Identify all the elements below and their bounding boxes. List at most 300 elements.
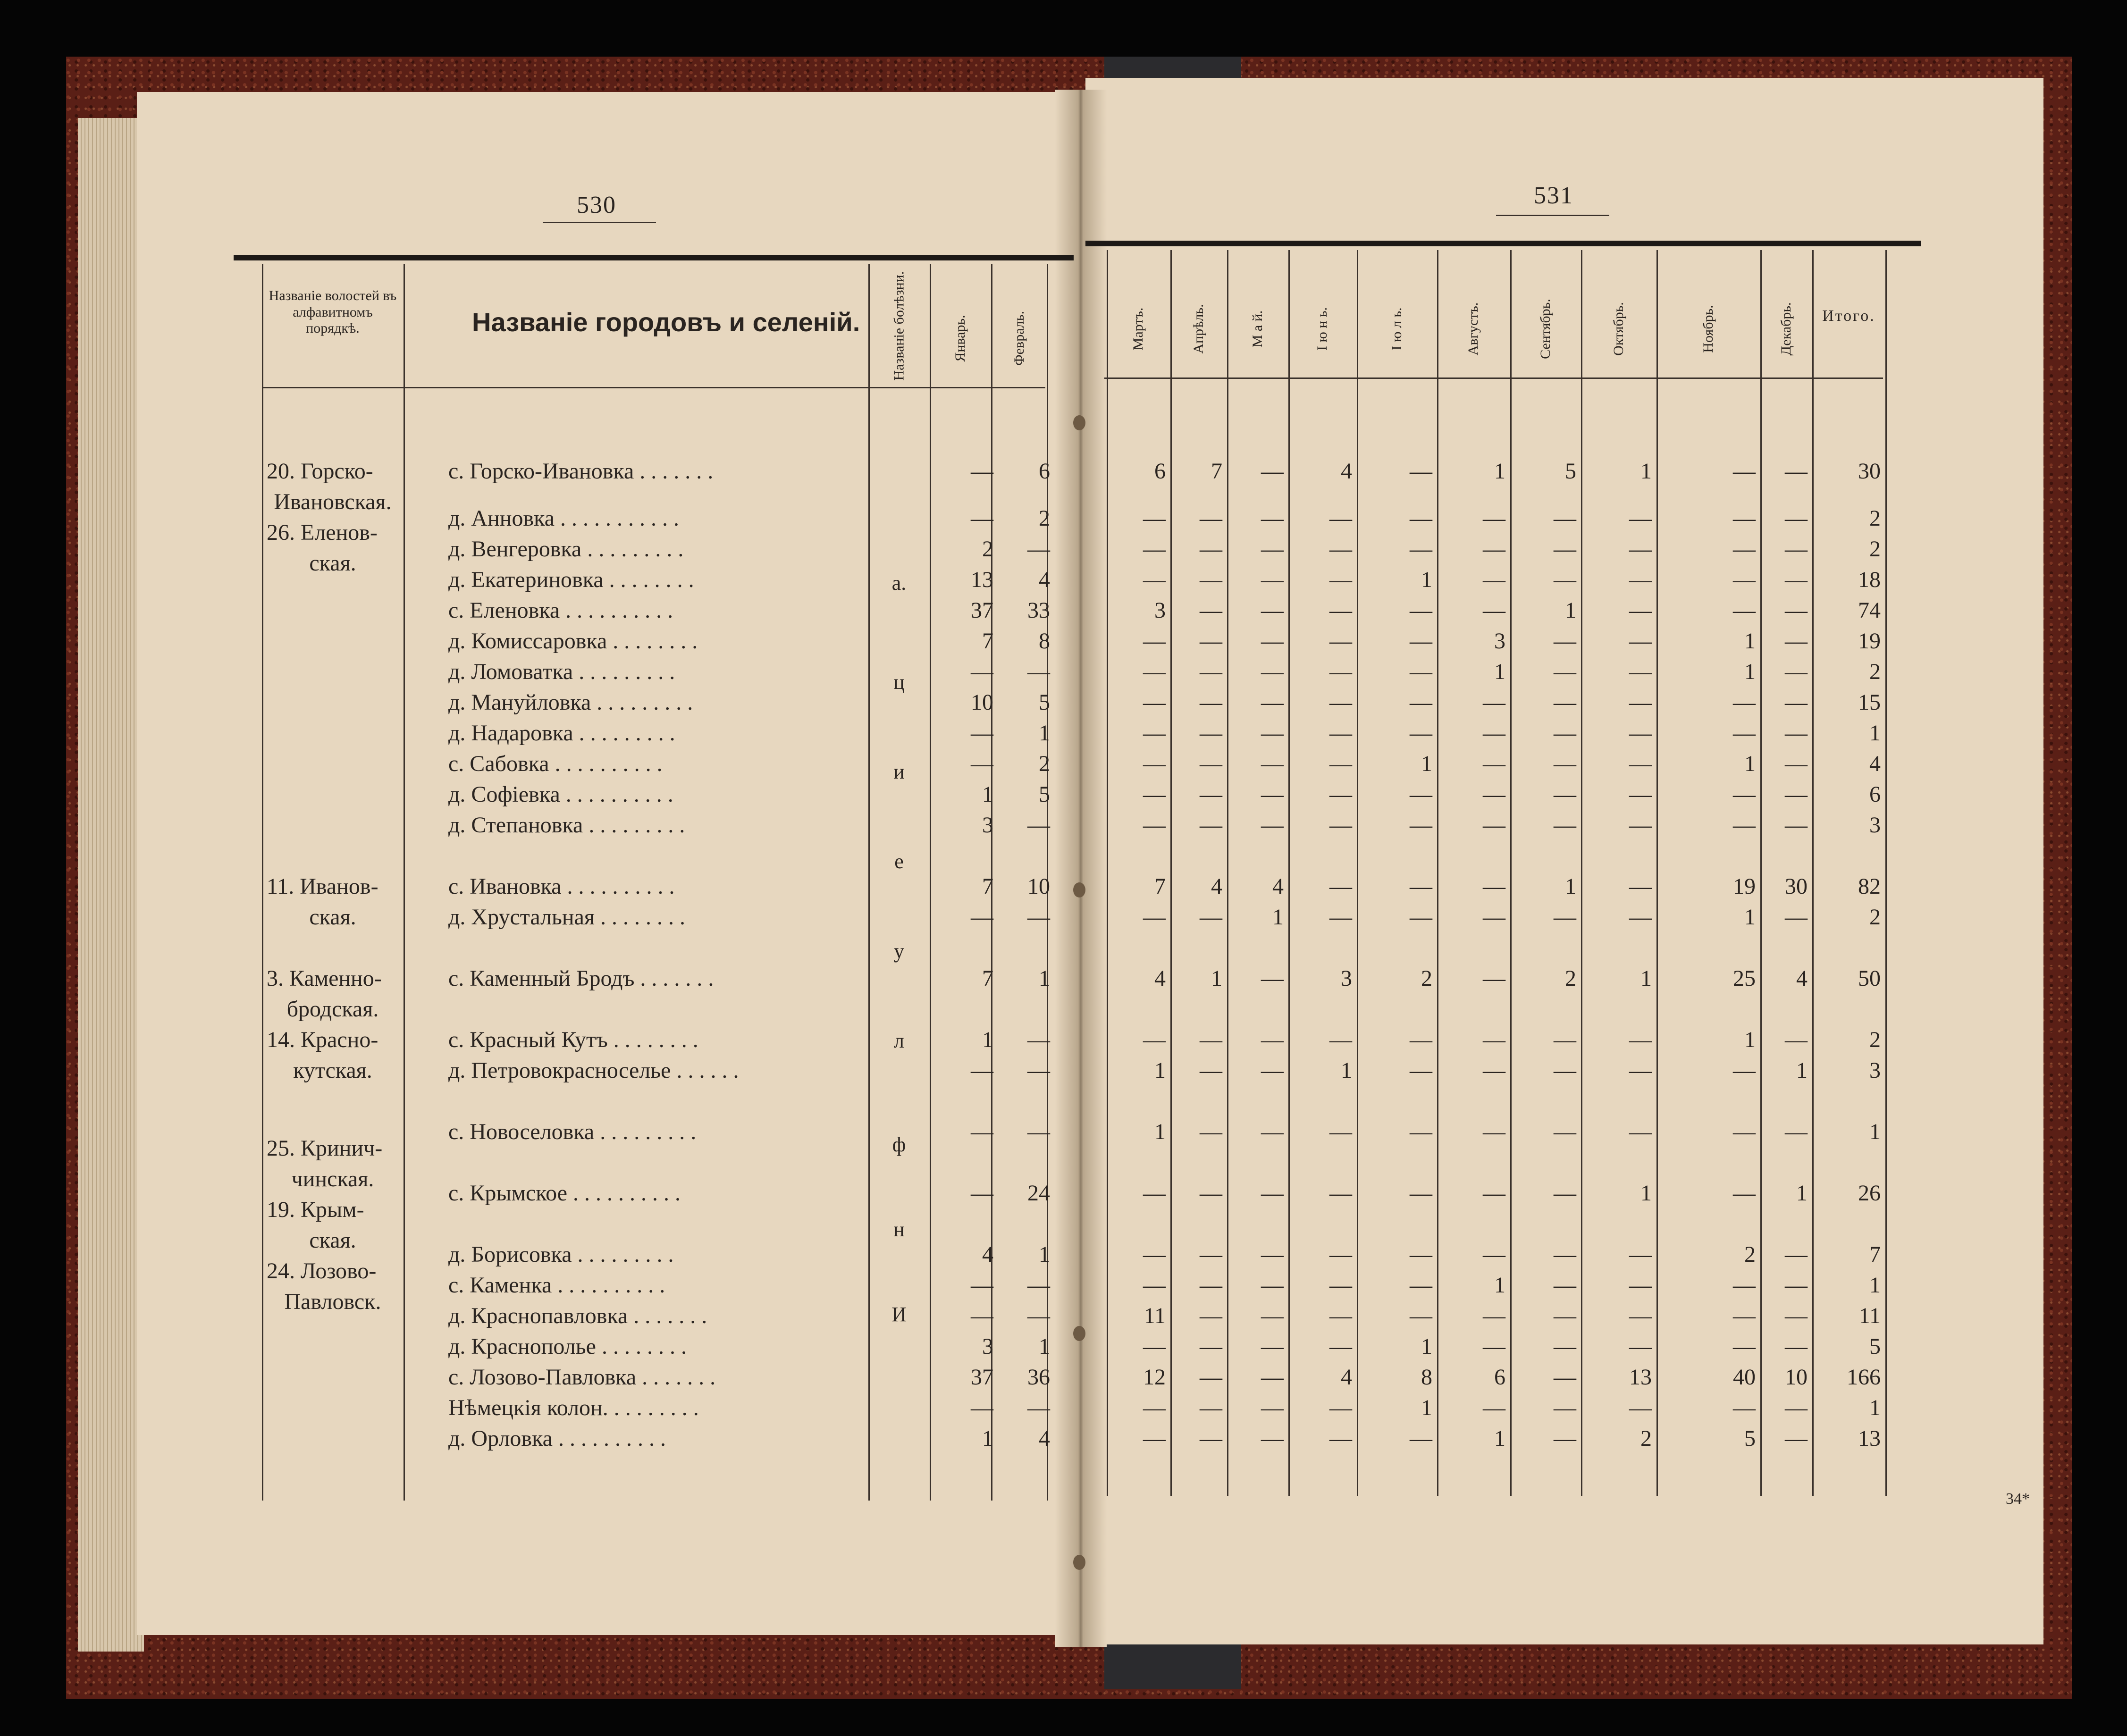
- month-header: І ю н ь.: [1314, 307, 1330, 351]
- total-column-header: Итого.: [1822, 307, 1875, 325]
- table-value: 13: [1629, 1365, 1652, 1390]
- table-value: —: [1629, 690, 1652, 715]
- table-value: —: [1027, 1027, 1050, 1052]
- table-value: —: [1329, 659, 1352, 684]
- table-value: —: [1785, 506, 1808, 531]
- table-value: —: [1261, 459, 1284, 484]
- table-value: —: [1027, 1303, 1050, 1328]
- volost-label: Павловск.: [284, 1289, 381, 1314]
- table-value: —: [1733, 690, 1756, 715]
- table-value: 1: [1640, 459, 1652, 484]
- month-header: Августъ.: [1465, 302, 1481, 356]
- table-value: —: [1629, 659, 1652, 684]
- table-value: 1: [1039, 1242, 1050, 1267]
- page-number-rule: [1496, 215, 1609, 216]
- table-value: —: [1554, 1395, 1576, 1420]
- table-value: —: [1785, 537, 1808, 562]
- table-value: —: [1483, 690, 1505, 715]
- disease-letter: н: [893, 1218, 905, 1241]
- table-value: —: [1200, 659, 1222, 684]
- table-value: 5: [1039, 690, 1050, 715]
- table-value: 74: [1858, 598, 1881, 623]
- place-name: д. Орловка . . . . . . . . . .: [448, 1426, 666, 1451]
- month-header: Мартъ.: [1130, 307, 1146, 351]
- disease-letter: е: [894, 850, 904, 873]
- table-value: —: [1261, 782, 1284, 807]
- table-value: —: [1200, 567, 1222, 592]
- table-value: —: [1200, 1426, 1222, 1451]
- table-value: 10: [1785, 1365, 1808, 1390]
- table-value: —: [1200, 721, 1222, 746]
- volost-label: ская.: [309, 1228, 356, 1253]
- table-value: —: [1200, 537, 1222, 562]
- table-value: —: [1785, 1303, 1808, 1328]
- table-value: —: [1143, 813, 1166, 838]
- table-value: 1: [1744, 1027, 1756, 1052]
- table-value: —: [1329, 1027, 1352, 1052]
- volost-label: 26. Еленов-: [267, 520, 378, 545]
- table-value: —: [1554, 506, 1576, 531]
- table-value: —: [1733, 567, 1756, 592]
- table-value: 1: [1796, 1058, 1808, 1083]
- table-value: 4: [1211, 874, 1222, 899]
- table-value: —: [1143, 659, 1166, 684]
- place-column-header: Названіе городовъ и селеній.: [472, 307, 860, 337]
- table-value: —: [1143, 567, 1166, 592]
- table-value: —: [1554, 1027, 1576, 1052]
- table-value: —: [1200, 1273, 1222, 1298]
- table-value: 2: [1039, 506, 1050, 531]
- table-value: —: [1785, 813, 1808, 838]
- place-name: д. Петровокрасноселье . . . . . .: [448, 1058, 739, 1083]
- table-value: —: [1483, 1027, 1505, 1052]
- place-name: с. Лозово-Павловка . . . . . . .: [448, 1365, 716, 1390]
- table-value: 7: [1869, 1242, 1881, 1267]
- table-value: 6: [1869, 782, 1881, 807]
- table-value: —: [1629, 813, 1652, 838]
- disease-letter: а.: [891, 571, 907, 595]
- table-value: 7: [982, 874, 993, 899]
- table-value: —: [1554, 567, 1576, 592]
- table-value: 33: [1027, 598, 1050, 623]
- table-value: —: [971, 721, 993, 746]
- table-value: —: [1785, 690, 1808, 715]
- table-value: —: [1143, 690, 1166, 715]
- table-value: —: [1554, 1181, 1576, 1206]
- place-name: Нѣмецкія колон. . . . . . . . .: [448, 1395, 699, 1420]
- table-value: —: [1483, 1334, 1505, 1359]
- table-value: 3: [982, 813, 993, 838]
- table-value: —: [1629, 1395, 1652, 1420]
- table-value: —: [1733, 1334, 1756, 1359]
- disease-column-header: Названіе болѣзни.: [891, 271, 907, 381]
- table-value: —: [1261, 1365, 1284, 1390]
- place-name: д. Борисовка . . . . . . . . .: [448, 1242, 674, 1267]
- table-value: —: [1200, 629, 1222, 654]
- table-value: —: [1410, 1426, 1432, 1451]
- table-value: —: [1410, 1058, 1432, 1083]
- table-value: —: [1629, 874, 1652, 899]
- table-value: —: [1261, 751, 1284, 776]
- table-value: —: [1629, 1273, 1652, 1298]
- table-value: —: [1329, 1119, 1352, 1144]
- table-value: —: [1329, 629, 1352, 654]
- table-value: 1: [982, 782, 993, 807]
- place-name: д. Екатериновка . . . . . . . .: [448, 567, 694, 592]
- table-value: 1: [1565, 598, 1576, 623]
- table-value: 36: [1027, 1365, 1050, 1390]
- table-value: —: [1261, 690, 1284, 715]
- table-value: 2: [1039, 751, 1050, 776]
- table-value: —: [1261, 1119, 1284, 1144]
- table-value: —: [1410, 598, 1432, 623]
- table-value: —: [1200, 1058, 1222, 1083]
- table-value: —: [1027, 537, 1050, 562]
- table-value: 26: [1858, 1181, 1881, 1206]
- table-value: —: [1785, 629, 1808, 654]
- table-value: —: [1261, 1181, 1284, 1206]
- table-value: —: [1329, 905, 1352, 930]
- disease-letter: у: [894, 939, 904, 963]
- table-value: —: [1200, 1303, 1222, 1328]
- table-value: —: [1483, 1119, 1505, 1144]
- table-value: —: [1629, 506, 1652, 531]
- place-name: с. Сабовка . . . . . . . . . .: [448, 751, 663, 776]
- table-value: —: [1329, 1334, 1352, 1359]
- month-header: Сентябрь.: [1538, 299, 1553, 359]
- table-value: 24: [1027, 1181, 1050, 1206]
- table-value: 5: [1869, 1334, 1881, 1359]
- table-value: 1: [1494, 659, 1505, 684]
- table-value: 4: [1272, 874, 1284, 899]
- place-name: д. Краснополье . . . . . . . .: [448, 1334, 687, 1359]
- table-value: —: [1629, 537, 1652, 562]
- table-value: 2: [982, 537, 993, 562]
- table-value: 4: [1869, 751, 1881, 776]
- place-name: д. Надаровка . . . . . . . . .: [448, 721, 675, 746]
- volost-label: 11. Иванов-: [267, 874, 378, 899]
- table-value: 3: [982, 1334, 993, 1359]
- table-value: —: [1785, 1027, 1808, 1052]
- table-value: 30: [1785, 874, 1808, 899]
- table-value: —: [1554, 782, 1576, 807]
- table-value: 40: [1733, 1365, 1756, 1390]
- table-value: —: [1329, 537, 1352, 562]
- table-value: —: [1410, 1303, 1432, 1328]
- table-value: —: [971, 1181, 993, 1206]
- table-value: 4: [1341, 459, 1352, 484]
- place-name: д. Анновка . . . . . . . . . . .: [448, 506, 680, 531]
- table-value: —: [1027, 1058, 1050, 1083]
- table-value: —: [1200, 690, 1222, 715]
- table-value: —: [1554, 721, 1576, 746]
- table-value: —: [1554, 1058, 1576, 1083]
- table-value: 25: [1733, 966, 1756, 991]
- table-value: 2: [1869, 506, 1881, 531]
- table-value: —: [1329, 782, 1352, 807]
- place-name: с. Каменный Бродъ . . . . . . .: [448, 966, 714, 991]
- table-value: —: [1143, 1273, 1166, 1298]
- table-value: 10: [971, 690, 993, 715]
- table-value: 3: [1869, 1058, 1881, 1083]
- table-value: —: [1629, 1242, 1652, 1267]
- table-value: —: [1143, 629, 1166, 654]
- table-value: 1: [1744, 659, 1756, 684]
- top-rule-right: [1085, 241, 1921, 246]
- header-rule-left: [262, 387, 1045, 388]
- table-value: 4: [1039, 1426, 1050, 1451]
- page-number-rule: [543, 222, 656, 223]
- binding-stitch: [1073, 415, 1085, 430]
- table-value: 1: [1744, 751, 1756, 776]
- table-value: 2: [1744, 1242, 1756, 1267]
- table-value: —: [971, 1273, 993, 1298]
- table-value: —: [1329, 690, 1352, 715]
- table-value: —: [1261, 567, 1284, 592]
- table-value: —: [1410, 629, 1432, 654]
- table-value: 30: [1858, 459, 1881, 484]
- table-value: 1: [1565, 874, 1576, 899]
- table-value: —: [1410, 506, 1432, 531]
- table-value: 1: [1744, 905, 1756, 930]
- table-value: —: [1410, 690, 1432, 715]
- volost-label: ская.: [309, 551, 356, 576]
- table-value: —: [1410, 1181, 1432, 1206]
- table-value: —: [1410, 459, 1432, 484]
- table-value: —: [971, 1395, 993, 1420]
- table-value: —: [1143, 721, 1166, 746]
- table-value: —: [1200, 1181, 1222, 1206]
- table-value: —: [1261, 1058, 1284, 1083]
- table-value: 1: [1421, 751, 1432, 776]
- volost-label: 3. Каменно-: [267, 966, 382, 991]
- table-value: 1: [1421, 1334, 1432, 1359]
- table-value: —: [1329, 1426, 1352, 1451]
- volost-label: ская.: [309, 905, 356, 930]
- table-value: 2: [1869, 537, 1881, 562]
- table-value: —: [1554, 813, 1576, 838]
- disease-letter: ц: [893, 671, 905, 694]
- volost-label: Ивановская.: [274, 489, 392, 514]
- table-value: —: [1143, 1027, 1166, 1052]
- table-value: 1: [1211, 966, 1222, 991]
- table-value: —: [1143, 1242, 1166, 1267]
- table-value: —: [971, 459, 993, 484]
- table-value: —: [1483, 966, 1505, 991]
- table-value: 4: [982, 1242, 993, 1267]
- table-value: —: [1200, 1334, 1222, 1359]
- table-value: —: [1261, 1334, 1284, 1359]
- footer-signature-mark: 34*: [2006, 1490, 2030, 1508]
- table-value: —: [1261, 1027, 1284, 1052]
- table-value: —: [1733, 1181, 1756, 1206]
- table-value: —: [1329, 721, 1352, 746]
- table-value: 8: [1039, 629, 1050, 654]
- table-value: —: [1483, 813, 1505, 838]
- table-value: 7: [982, 629, 993, 654]
- table-value: —: [1143, 506, 1166, 531]
- month-header: Декабрь.: [1778, 302, 1794, 356]
- table-value: —: [1200, 598, 1222, 623]
- table-value: —: [1785, 1273, 1808, 1298]
- top-rule-left: [234, 255, 1074, 260]
- table-value: 7: [982, 966, 993, 991]
- table-value: 3: [1154, 598, 1166, 623]
- table-value: —: [1483, 1395, 1505, 1420]
- table-value: —: [1261, 659, 1284, 684]
- table-value: —: [1554, 1365, 1576, 1390]
- table-value: —: [1733, 1058, 1756, 1083]
- table-value: 11: [1858, 1303, 1881, 1328]
- table-value: 50: [1858, 966, 1881, 991]
- table-value: —: [1200, 1395, 1222, 1420]
- table-value: —: [1629, 1334, 1652, 1359]
- table-value: 1: [1421, 567, 1432, 592]
- table-value: —: [1329, 1242, 1352, 1267]
- table-value: —: [1143, 1181, 1166, 1206]
- table-value: —: [1483, 905, 1505, 930]
- volost-column-header: Названіе волостей въ алфавитномъ порядкѣ.: [269, 288, 397, 336]
- table-value: —: [1785, 1242, 1808, 1267]
- table-value: —: [1143, 1334, 1166, 1359]
- table-value: —: [1483, 537, 1505, 562]
- table-value: —: [1733, 721, 1756, 746]
- table-value: —: [1733, 1273, 1756, 1298]
- table-value: 2: [1869, 659, 1881, 684]
- volost-label: 25. Кринич-: [267, 1136, 383, 1161]
- table-value: —: [1329, 1273, 1352, 1298]
- table-value: —: [1554, 659, 1576, 684]
- place-name: с. Ивановка . . . . . . . . . .: [448, 874, 675, 899]
- table-value: 1: [1421, 1395, 1432, 1420]
- month-header: Январь.: [952, 315, 968, 362]
- table-value: —: [1200, 1365, 1222, 1390]
- table-value: 15: [1858, 690, 1881, 715]
- table-value: —: [1027, 905, 1050, 930]
- table-value: —: [1410, 782, 1432, 807]
- place-name: д. Софіевка . . . . . . . . . .: [448, 782, 673, 807]
- table-value: —: [971, 506, 993, 531]
- table-value: —: [1554, 751, 1576, 776]
- table-value: —: [1629, 1027, 1652, 1052]
- table-value: 11: [1143, 1303, 1166, 1328]
- table-value: —: [1410, 537, 1432, 562]
- table-value: —: [1329, 874, 1352, 899]
- table-value: 7: [1211, 459, 1222, 484]
- table-value: —: [1143, 537, 1166, 562]
- place-name: д. Хрустальная . . . . . . . .: [448, 905, 685, 930]
- table-value: —: [1554, 905, 1576, 930]
- place-name: с. Новоселовка . . . . . . . . .: [448, 1119, 697, 1144]
- table-value: —: [1329, 1303, 1352, 1328]
- table-value: —: [1733, 459, 1756, 484]
- volost-label: 24. Лозово-: [267, 1258, 377, 1283]
- table-value: 13: [1858, 1426, 1881, 1451]
- table-value: —: [1261, 966, 1284, 991]
- table-value: 4: [1341, 1365, 1352, 1390]
- table-value: 4: [1796, 966, 1808, 991]
- table-value: 3: [1341, 966, 1352, 991]
- table-value: 1: [1039, 966, 1050, 991]
- table-value: —: [1261, 813, 1284, 838]
- month-header: Февраль.: [1011, 311, 1027, 366]
- table-value: —: [1733, 782, 1756, 807]
- table-value: 1: [1640, 1181, 1652, 1206]
- table-value: —: [1410, 813, 1432, 838]
- table-value: 1: [1341, 1058, 1352, 1083]
- disease-letter: и: [893, 760, 905, 783]
- table-value: —: [1329, 1181, 1352, 1206]
- table-value: —: [1027, 1395, 1050, 1420]
- table-value: 1: [1869, 1395, 1881, 1420]
- table-value: —: [1143, 751, 1166, 776]
- table-value: —: [1785, 782, 1808, 807]
- place-name: д. Краснопавловка . . . . . . .: [448, 1303, 707, 1328]
- table-value: —: [1027, 1119, 1050, 1144]
- table-value: 5: [1744, 1426, 1756, 1451]
- table-value: —: [971, 751, 993, 776]
- table-value: 2: [1869, 1027, 1881, 1052]
- table-value: 1: [1272, 905, 1284, 930]
- table-value: 3: [1869, 813, 1881, 838]
- month-header: Ноябрь.: [1700, 305, 1716, 353]
- table-value: 37: [971, 598, 993, 623]
- table-value: 6: [1494, 1365, 1505, 1390]
- table-value: —: [1143, 905, 1166, 930]
- table-value: —: [971, 1303, 993, 1328]
- place-name: д. Комиссаровка . . . . . . . .: [448, 629, 698, 654]
- table-value: —: [1200, 782, 1222, 807]
- table-value: 1: [1869, 1273, 1881, 1298]
- table-value: —: [1629, 1058, 1652, 1083]
- table-value: 8: [1421, 1365, 1432, 1390]
- table-value: —: [1554, 1242, 1576, 1267]
- table-value: —: [1261, 1426, 1284, 1451]
- table-value: —: [1483, 1242, 1505, 1267]
- table-value: —: [1410, 1119, 1432, 1144]
- table-value: —: [1483, 1181, 1505, 1206]
- table-value: —: [1733, 1303, 1756, 1328]
- table-value: 1: [1154, 1058, 1166, 1083]
- table-value: —: [1785, 1334, 1808, 1359]
- table-value: 166: [1847, 1365, 1881, 1390]
- table-value: 1: [982, 1027, 993, 1052]
- month-header: Октябрь.: [1611, 302, 1626, 356]
- table-value: —: [1629, 751, 1652, 776]
- table-value: —: [1200, 751, 1222, 776]
- table-value: —: [1733, 1395, 1756, 1420]
- table-value: —: [1629, 782, 1652, 807]
- month-header: Апрѣль.: [1191, 304, 1206, 354]
- table-value: —: [971, 1119, 993, 1144]
- table-value: 18: [1858, 567, 1881, 592]
- table-value: —: [1554, 1334, 1576, 1359]
- table-value: —: [1554, 1303, 1576, 1328]
- place-name: д. Венгеровка . . . . . . . . .: [448, 537, 684, 562]
- place-name: с. Крымское . . . . . . . . . .: [448, 1181, 681, 1206]
- table-value: 1: [1869, 1119, 1881, 1144]
- volost-label: 20. Горско-: [267, 459, 373, 484]
- place-name: д. Мануйловка . . . . . . . . .: [448, 690, 693, 715]
- table-value: 12: [1143, 1365, 1166, 1390]
- table-value: —: [1483, 598, 1505, 623]
- table-value: 1: [1039, 721, 1050, 746]
- table-value: 2: [1640, 1426, 1652, 1451]
- binding-stitch: [1073, 882, 1085, 897]
- table-value: —: [1200, 1119, 1222, 1144]
- table-value: 6: [1154, 459, 1166, 484]
- table-value: —: [1785, 659, 1808, 684]
